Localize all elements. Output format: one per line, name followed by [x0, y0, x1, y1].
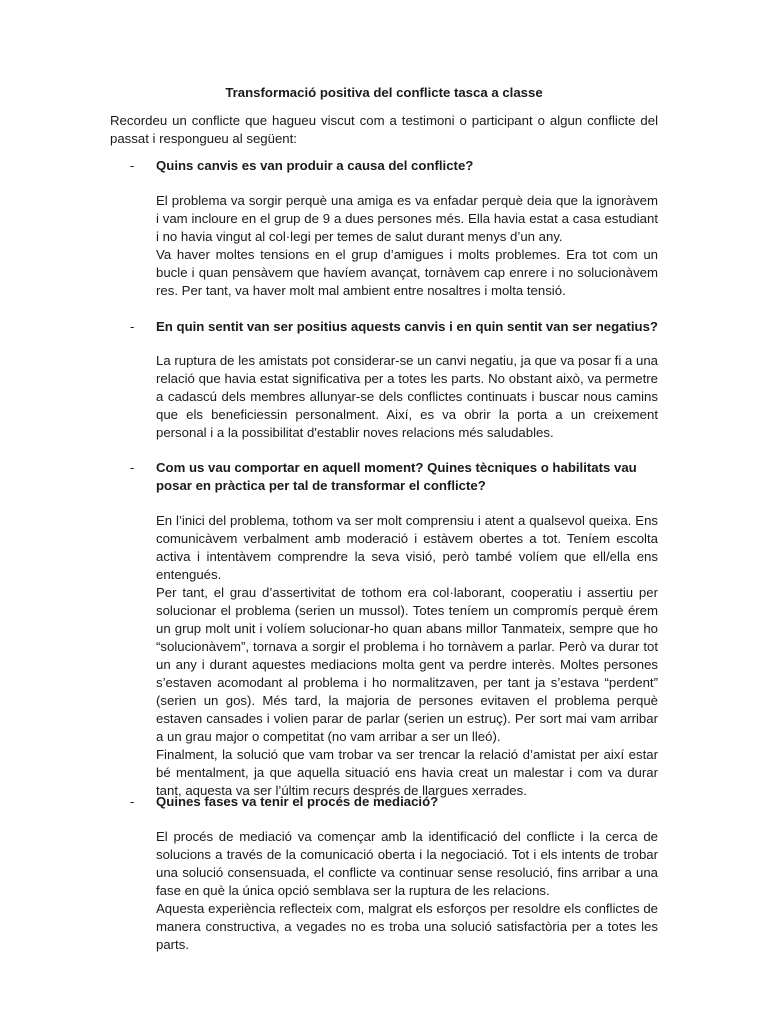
answer-4: [156, 828, 658, 954]
question-4: [130, 793, 660, 811]
bullet-dash: -: [130, 794, 135, 809]
question-1: [130, 157, 660, 175]
bullet-dash: -: [130, 158, 135, 173]
question-2: [130, 318, 660, 336]
answer-paragraph: El problema va sorgir perquè una amiga es va enfadar perquè deia que la ignoràvem i vam incloure en el grup de 9 a dues persones més. Ella havia estat a casa estudiant i no havia vingut al col·legi per temes de salut durant menys d’un any.: [156, 193, 658, 244]
answer-1: [156, 192, 658, 300]
question-text: Com us vau comportar en aquell moment? Quines tècniques o habilitats vau posar en pràctica per tal de transformar el conflicte?: [156, 460, 637, 493]
question-text: Quins canvis es van produir a causa del conflicte?: [156, 158, 474, 173]
question-text: Quines fases va tenir el procés de mediació?: [156, 794, 439, 809]
answer-2: [156, 352, 658, 442]
answer-paragraph: Finalment, la solució que vam trobar va ser trencar la relació d’amistat per així estar bé mentalment, ja que aquella situació ens havia creat un malestar i com va durar tant, aquesta va ser l’últim recurs després de llargues xerrades.: [156, 747, 658, 798]
bullet-dash: -: [130, 319, 135, 334]
question-3: [130, 459, 660, 495]
answer-paragraph: Va haver moltes tensions en el grup d’amigues i molts problemes. Era tot com un bucle i quan pensàvem que havíem avançat, tornàvem cap enrere i no solucionàvem res. Per tant, va haver molt mal ambient entre nosaltres i molta tensió.: [156, 247, 658, 298]
answer-paragraph: En l’inici del problema, tothom va ser molt comprensiu i atent a qualsevol queixa. Ens comunicàvem verbalment amb moderació i estàvem obertes a tot. Teníem escolta activa i intentàvem comprendre la seva visió, però també volíem que ell/ella ens entengués.: [156, 513, 658, 582]
intro-paragraph: Recordeu un conflicte que hagueu viscut com a testimoni o participant o algun conflicte del passat i respongueu al següent:: [110, 113, 658, 146]
answer-3: [156, 512, 658, 800]
answer-paragraph: Aquesta experiència reflecteix com, malgrat els esforços per resoldre els conflictes de manera constructiva, a vegades no es troba una solució satisfactòria per a totes les parts.: [156, 901, 658, 952]
answer-paragraph: El procés de mediació va començar amb la identificació del conflicte i la cerca de solucions a través de la comunicació oberta i la negociació. Tot i els intents de trobar una solució consensuada, el conflicte va continuar sense resolució, fins arribar a una fase en què la única opció semblava ser la ruptura de les relacions.: [156, 829, 658, 898]
answer-paragraph: Per tant, el grau d’assertivitat de tothom era col·laborant, cooperatiu i assertiu per solucionar el problema (serien un mussol). Totes teníem un compromís perquè érem un grup molt unit i volíem solucionar-ho quan abans millor Tanmateix, sempre que ho “solucionàvem”, tornava a sorgir el problema i ho tornàvem a parlar. Però va durar tot un any i durant aquestes mediacions molta gent va perdre interès. Moltes persones s’estaven acomodant al problema i ho normalitzaven, per tant ja s’estava “perdent” (serien un gos). Més tard, la majoria de persones evitaven el problema perquè estaven cansades i volien parar de parlar (serien un estruç). Per sort mai vam arribar a un grau major o competitat (no vam arribar a ser un lleó).: [156, 585, 658, 744]
bullet-dash: -: [130, 460, 135, 475]
document-title: Transformació positiva del conflicte tasca a classe: [225, 85, 543, 100]
answer-paragraph: La ruptura de les amistats pot considerar-se un canvi negatiu, ja que va posar fi a una relació que havia estat significativa per a totes les parts. No obstant això, va permetre a cadascú dels membres allunyar-se dels conflictes continuats i buscar nous camins que els beneficiessin personalment. Així, es va obrir la porta a un creixement personal i a la possibilitat d'establir noves relacions més saludables.: [156, 353, 658, 440]
question-text: En quin sentit van ser positius aquests canvis i en quin sentit van ser negatius?: [156, 319, 658, 334]
